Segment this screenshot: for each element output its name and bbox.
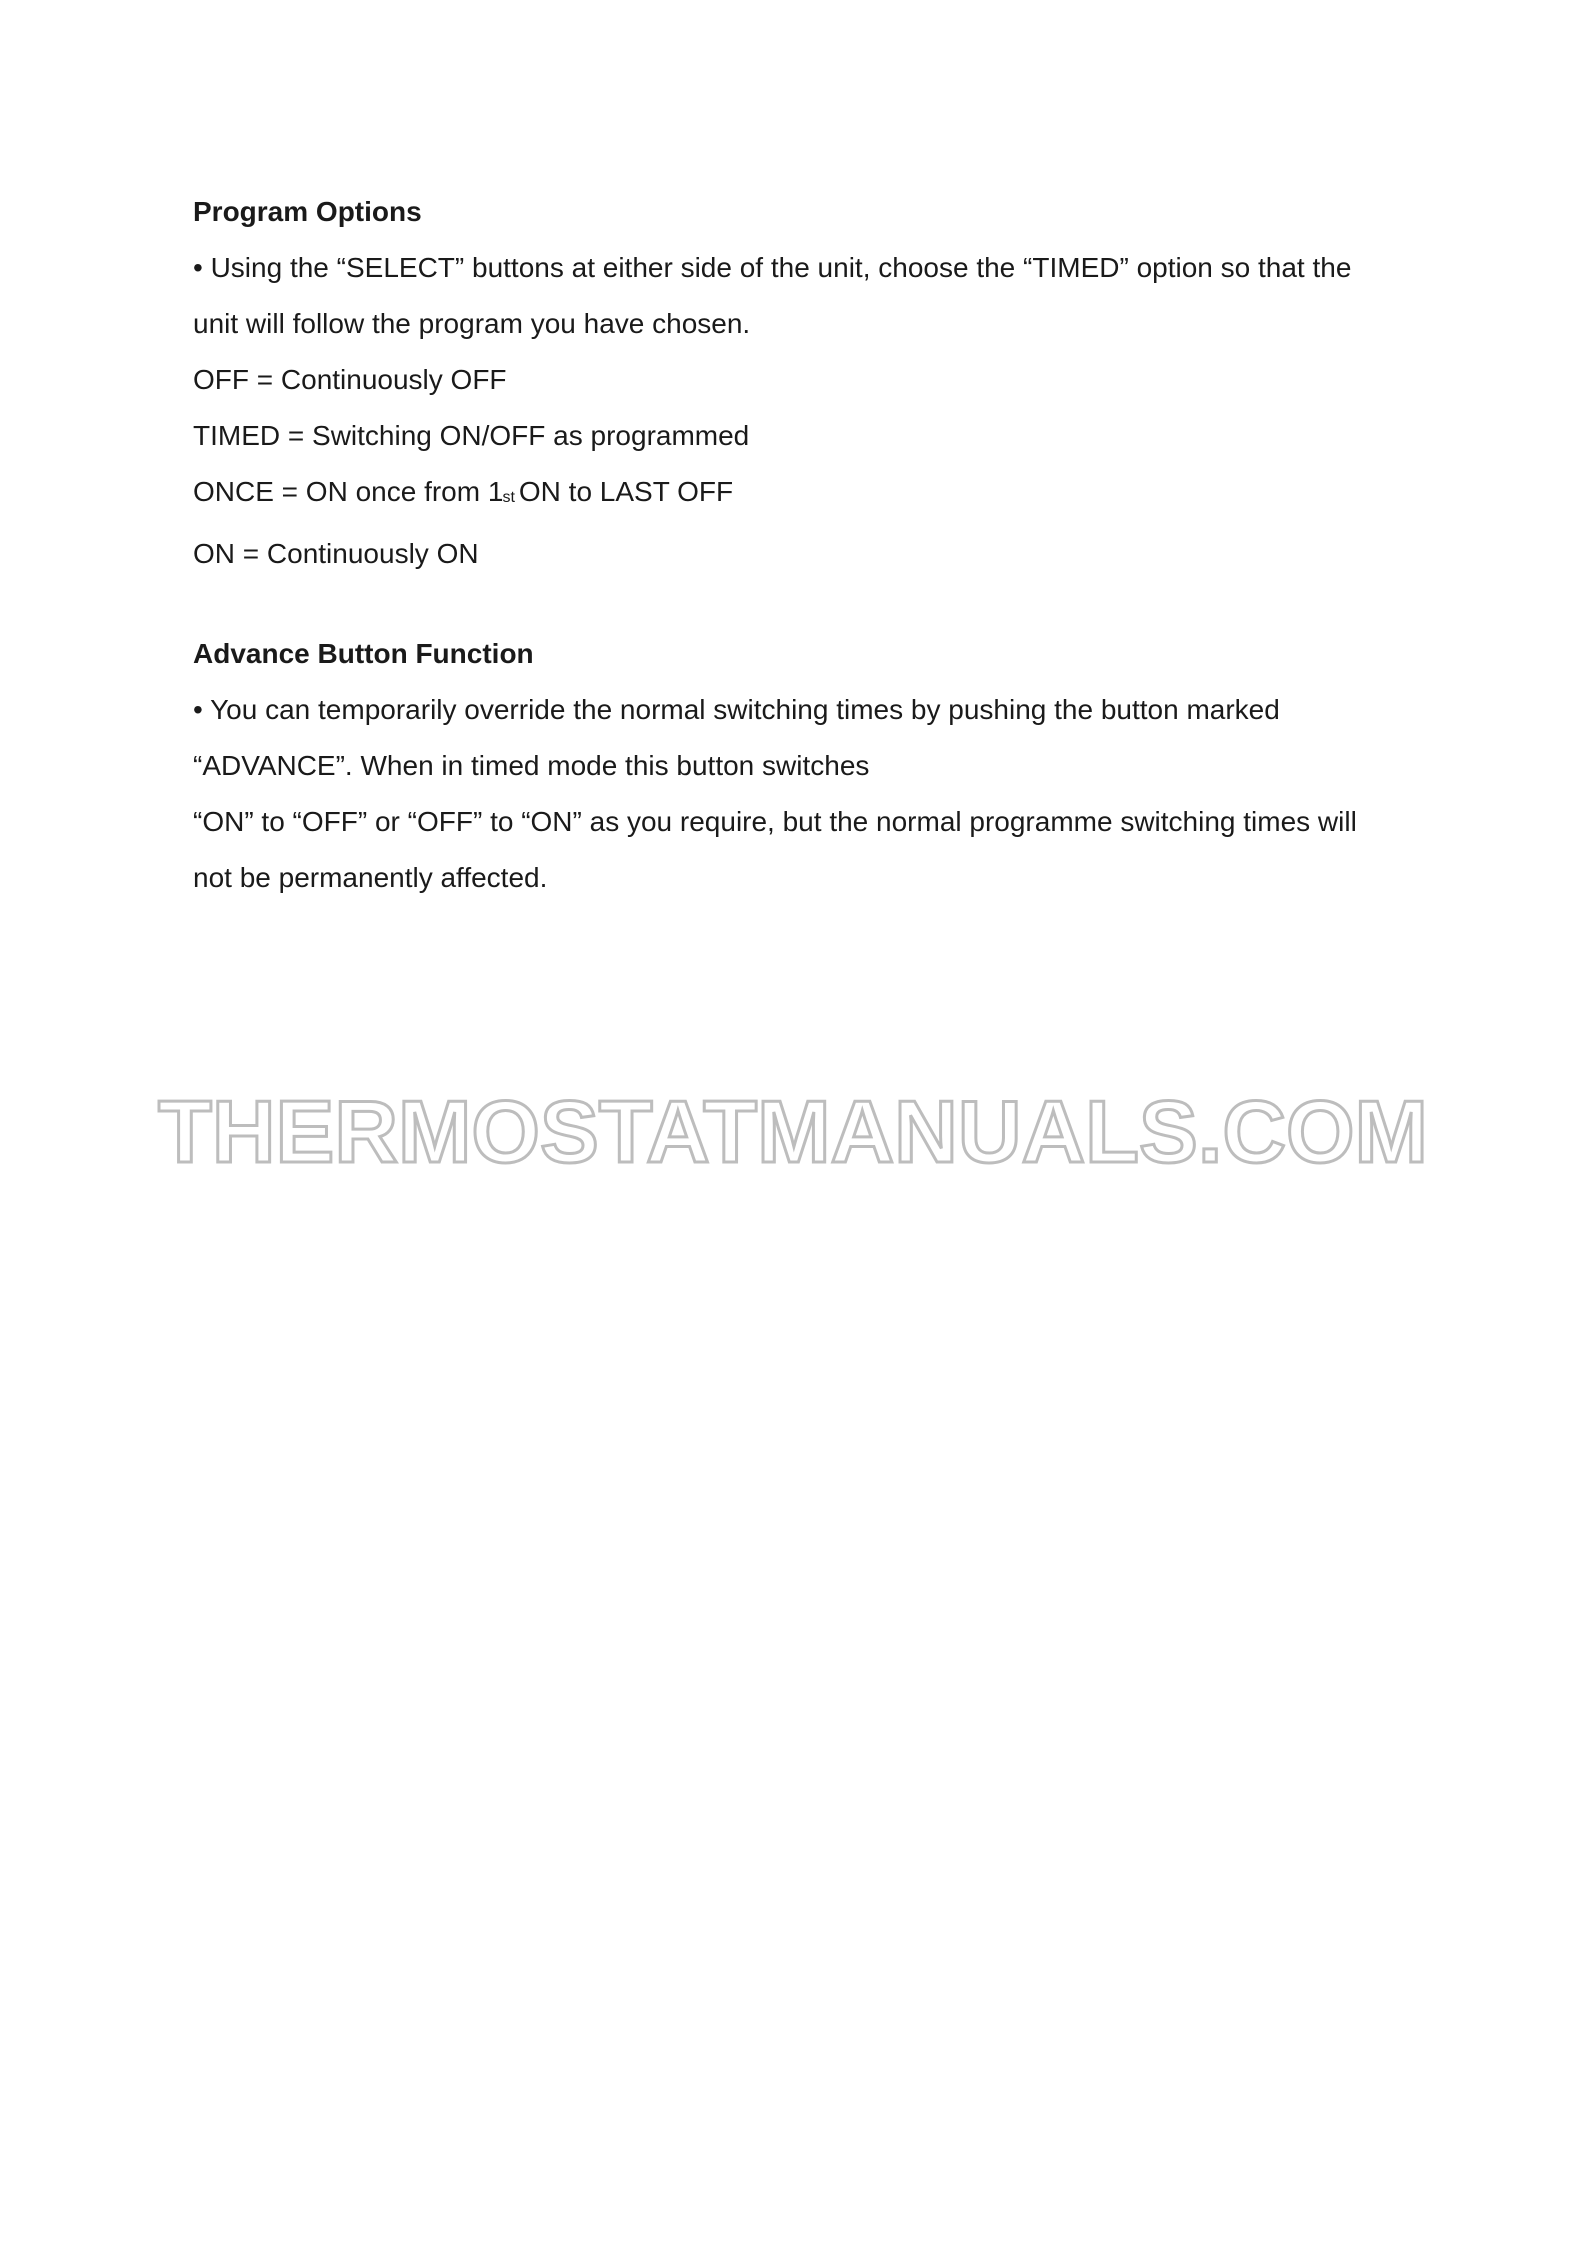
program-options-text-line-1: • Using the “SELECT” buttons at either side of the unit, choose the “TIMED” option so that the	[193, 252, 1352, 283]
program-options-heading: Program Options	[193, 196, 422, 227]
ordinal-suffix: st	[502, 489, 515, 506]
advance-text-line-2: “ADVANCE”. When in timed mode this button switches	[193, 750, 870, 781]
option-once-end: ON to LAST OFF	[518, 476, 734, 507]
watermark-graphic	[0, 1080, 1587, 1180]
advance-text-line-4: not be permanently affected.	[193, 862, 548, 893]
program-options-text-line-2: unit will follow the program you have chosen.	[193, 308, 751, 339]
document-body	[193, 190, 1413, 900]
watermark	[0, 1080, 1587, 1180]
advance-button-heading: Advance Button Function	[193, 638, 534, 669]
option-once-start: ONCE = ON once from 1	[193, 476, 504, 507]
option-on: ON = Continuously ON	[193, 538, 479, 569]
advance-text-line-1: • You can temporarily override the normal switching times by pushing the button marked	[193, 694, 1280, 725]
section-program-options	[193, 190, 1413, 576]
advance-text-line-3: “ON” to “OFF” or “OFF” to “ON” as you require, but the normal programme switching times will	[193, 806, 1357, 837]
watermark-text: THERMOSTATMANUALS.COM	[158, 1082, 1428, 1180]
option-timed: TIMED = Switching ON/OFF as programmed	[193, 420, 750, 451]
section-advance-button	[193, 632, 1413, 900]
option-off: OFF = Continuously OFF	[193, 364, 507, 395]
option-once	[193, 470, 1413, 520]
